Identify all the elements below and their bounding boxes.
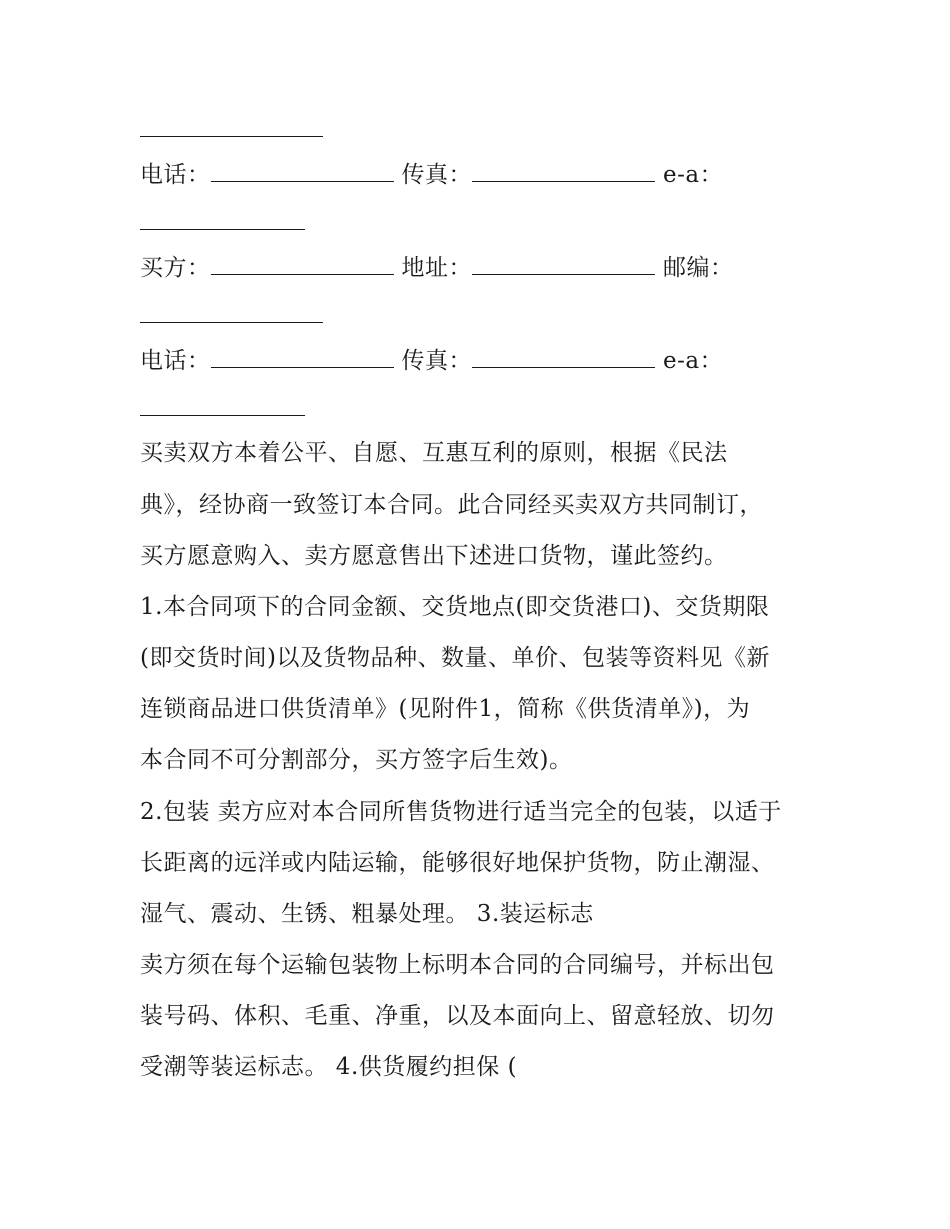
intro-line-2: 典》，经协商一致签订本合同。此合同经买卖双方共同制订， bbox=[140, 492, 763, 518]
buyer-contact-row bbox=[140, 346, 723, 376]
clause1-line-4: 本合同不可分割部分，买方签字后生效)。 bbox=[140, 747, 573, 773]
intro-line-3: 买方愿意购入、卖方愿意售出下述进口货物，谨此签约。 bbox=[140, 543, 728, 569]
buyer-address-blank[interactable] bbox=[472, 254, 655, 275]
clause2-line-1: 2.包装 卖方应对本合同所售货物进行适当完全的包装，以适于 bbox=[140, 799, 782, 825]
seller-phone-blank[interactable] bbox=[211, 161, 394, 182]
buyer-email-label: e-a： bbox=[663, 348, 724, 374]
intro-line-1: 买卖双方本着公平、自愿、互惠互利的原则，根据《民法 bbox=[140, 440, 728, 466]
clause3-line-2: 装号码、体积、毛重、净重，以及本面向上、留意轻放、切勿 bbox=[140, 1003, 775, 1029]
seller-email-blank[interactable] bbox=[140, 229, 305, 230]
buyer-address-label: 地址： bbox=[401, 255, 472, 281]
buyer-phone-blank[interactable] bbox=[211, 347, 394, 368]
clause1-line-3: 连锁商品进口供货清单》(见附件1，简称《供货清单》)，为 bbox=[140, 696, 751, 722]
buyer-label: 买方： bbox=[140, 255, 211, 281]
buyer-postcode-label: 邮编： bbox=[663, 255, 734, 281]
seller-phone-label: 电话： bbox=[140, 162, 211, 188]
clause2-line-3: 湿气、震动、生锈、粗暴处理。 3.装运标志 bbox=[140, 901, 594, 927]
clause1-line-2: (即交货时间)以及货物品种、数量、单价、包装等资料见《新 bbox=[140, 645, 770, 671]
seller-contact-row bbox=[140, 160, 723, 190]
clause3-line-1: 卖方须在每个运输包装物上标明本合同的合同编号，并标出包 bbox=[140, 952, 775, 978]
buyer-info-row bbox=[140, 253, 734, 283]
seller-postcode-blank[interactable] bbox=[140, 136, 323, 137]
seller-fax-label: 传真： bbox=[401, 162, 472, 188]
clause2-line-2: 长距离的远洋或内陆运输，能够很好地保护货物，防止潮湿、 bbox=[140, 850, 775, 876]
seller-fax-blank[interactable] bbox=[472, 161, 655, 182]
buyer-fax-label: 传真： bbox=[401, 348, 472, 374]
buyer-fax-blank[interactable] bbox=[472, 347, 655, 368]
buyer-name-blank[interactable] bbox=[211, 254, 394, 275]
buyer-phone-label: 电话： bbox=[140, 348, 211, 374]
seller-email-label: e-a： bbox=[663, 162, 724, 188]
clause3-line-3: 受潮等装运标志。 4.供货履约担保 ( bbox=[140, 1054, 518, 1080]
buyer-postcode-blank[interactable] bbox=[140, 322, 323, 323]
buyer-email-blank[interactable] bbox=[140, 415, 305, 416]
clause1-line-1: 1.本合同项下的合同金额、交货地点(即交货港口)、交货期限 bbox=[140, 594, 770, 620]
